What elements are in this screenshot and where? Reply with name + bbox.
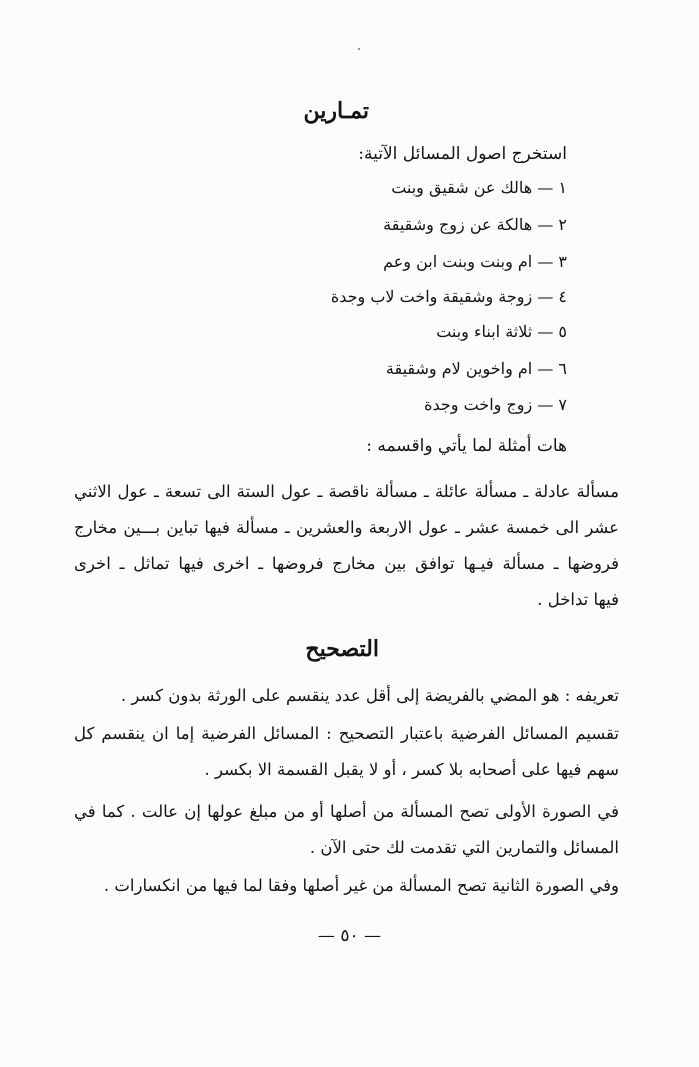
exercise-item-4: ٤ — زوجة وشقيقة واخت لاب وجدة <box>330 287 567 306</box>
correction-line-4: في الصورة الأولى تصح المسألة من أصلها أو من مبلغ عولها إن عالت . كما في <box>74 802 619 821</box>
exercises-instruction: استخرج اصول المسائل الآتية: <box>358 144 567 164</box>
exercise-item-5: ٥ — ثلاثة ابناء وبنت <box>436 322 567 341</box>
examples-line-3: فروضها ـ مسألة فيـها توافق بين مخارج فروضها ـ اخرى فيها تماثل ـ اخرى <box>74 554 619 573</box>
exercise-item-6: ٦ — ام واخوين لام وشقيقة <box>385 359 567 378</box>
exercise-item-1: ١ — هالك عن شقيق وبنت <box>391 178 567 197</box>
correction-line-3: سهم فيها على أصحابه بلا كسر ، أو لا يقبل القسمة الا بكسر . <box>204 760 619 779</box>
correction-line-6: وفي الصورة الثانية تصح المسألة من غير أصلها وفقا لما فيها من انكسارات . <box>103 876 619 895</box>
exercises-title: تمـارين <box>303 98 369 124</box>
correction-line-5: المسائل والتمارين التي تقدمت لك حتى الآن . <box>309 838 619 857</box>
examples-prompt: هات أمثلة لما يأتي واقسمه : <box>366 436 567 456</box>
examples-line-1: مسألة عادلة ـ مسألة عائلة ـ مسألة ناقصة ـ عول الستة الى تسعة ـ عول الاثني <box>74 482 619 501</box>
exercise-item-7: ٧ — زوج واخت وجدة <box>424 395 567 414</box>
correction-title: التصحيح <box>305 636 379 662</box>
exercise-item-3: ٣ — ام وبنت وبنت ابن وعم <box>383 252 567 271</box>
exercise-item-2: ٢ — هالكة عن زوج وشقيقة <box>383 215 567 234</box>
correction-line-2: تقسيم المسائل الفرضية باعتبار التصحيح : المسائل الفرضية إما ان ينقسم كل <box>74 724 619 743</box>
examples-line-4: فيها تداخل . <box>537 590 619 609</box>
correction-line-1: تعريفه : هو المضي بالفريضة إلى أقل عدد ينقسم على الورثة بدون كسر . <box>120 686 619 705</box>
speck <box>358 48 360 50</box>
page-number: — ٥٠ — <box>317 926 381 946</box>
examples-line-2: عشر الى خمسة عشر ـ عول الاربعة والعشرين ـ مسألة فيها تباين بـــين مخارج <box>74 518 619 537</box>
